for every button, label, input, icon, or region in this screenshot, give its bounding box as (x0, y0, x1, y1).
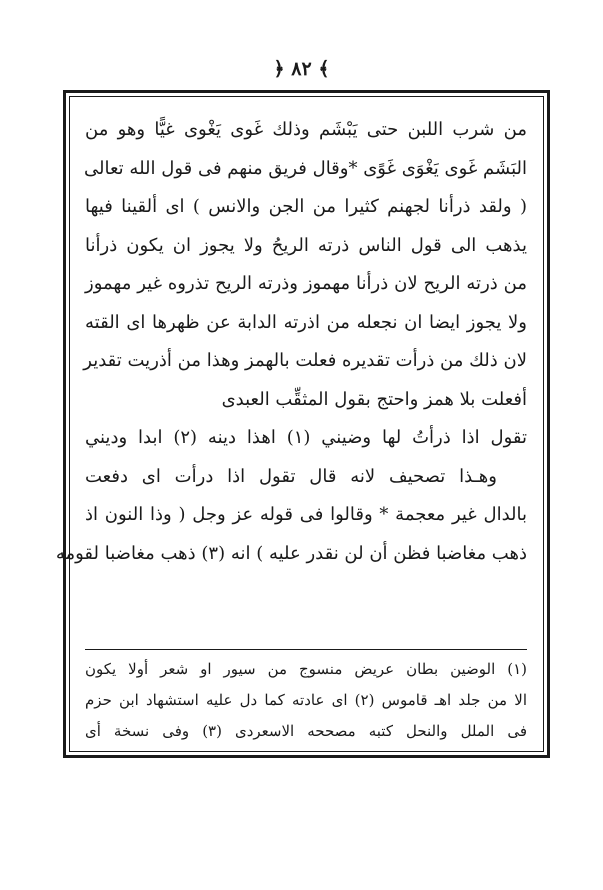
body-text (55, 111, 527, 573)
text-line: لان ذلك من ذرأت تقديره فعلت بالهمز وهذا من أذريت تقدير (83, 350, 527, 371)
text-line: بالدال غير معجمة * وقالوا فى قوله عز وجل ( وذا النون اذ (85, 504, 527, 525)
footnote-separator (85, 649, 527, 650)
text-line: من شرب اللبن حتى يَبْشَم وذلك غَوى يَغْوى غيًّا وهو من (85, 119, 527, 140)
footnote-line: فى الملل والنحل كتبه مصححه الاسعردى (٣) وفى نسخة أى (85, 722, 527, 740)
text-line: ذهب مغاضبا فظن أن لن نقدر عليه ) انه (٣) ذهب مغاضبا لقومه (55, 542, 527, 564)
verse-line: تقول اذا ذرأتُ لها وضيني (١) اهذا دينه (٢) ابدا وديني (85, 427, 527, 448)
text-line: وهـذا تصحيف لانه قال تقول اذا درأت اى دفعت (85, 465, 497, 487)
footnote-line: الا من جلد اهـ قاموس (٢) اى عادته كما دل عليه استشهاد ابن حزم (85, 691, 527, 709)
footnotes (85, 654, 527, 747)
text-line: ( ولقد ذرأنا لجهنم كثيرا من الجن والانس ) اى ألقينا فيها (85, 196, 527, 217)
text-line: أفعلت بلا همز واحتج بقول المثقِّب العبدى (221, 388, 527, 410)
text-line: البَشَم غَوى يَغْوَى غَوًى *وقال فريق منهم فى قول الله تعالى (84, 157, 527, 179)
footnote-line: (١) الوضين بطان عريض منسوج من سيور او شعر أولا يكون (85, 660, 527, 678)
text-line: يذهب الى قول الناس ذرته الريحُ ولا يجوز ان يكون ذرأنا (85, 234, 527, 256)
page-number: ﴿ ٨٢ ﴾ (273, 58, 330, 80)
text-line: من ذرته الريح لان ذرأنا مهموز وذرته الريح تذروه غير مهموز (85, 273, 527, 294)
text-line: ولا يجوز ايضا ان نجعله من اذرته الدابة عن ظهرها اى القته (85, 311, 527, 333)
